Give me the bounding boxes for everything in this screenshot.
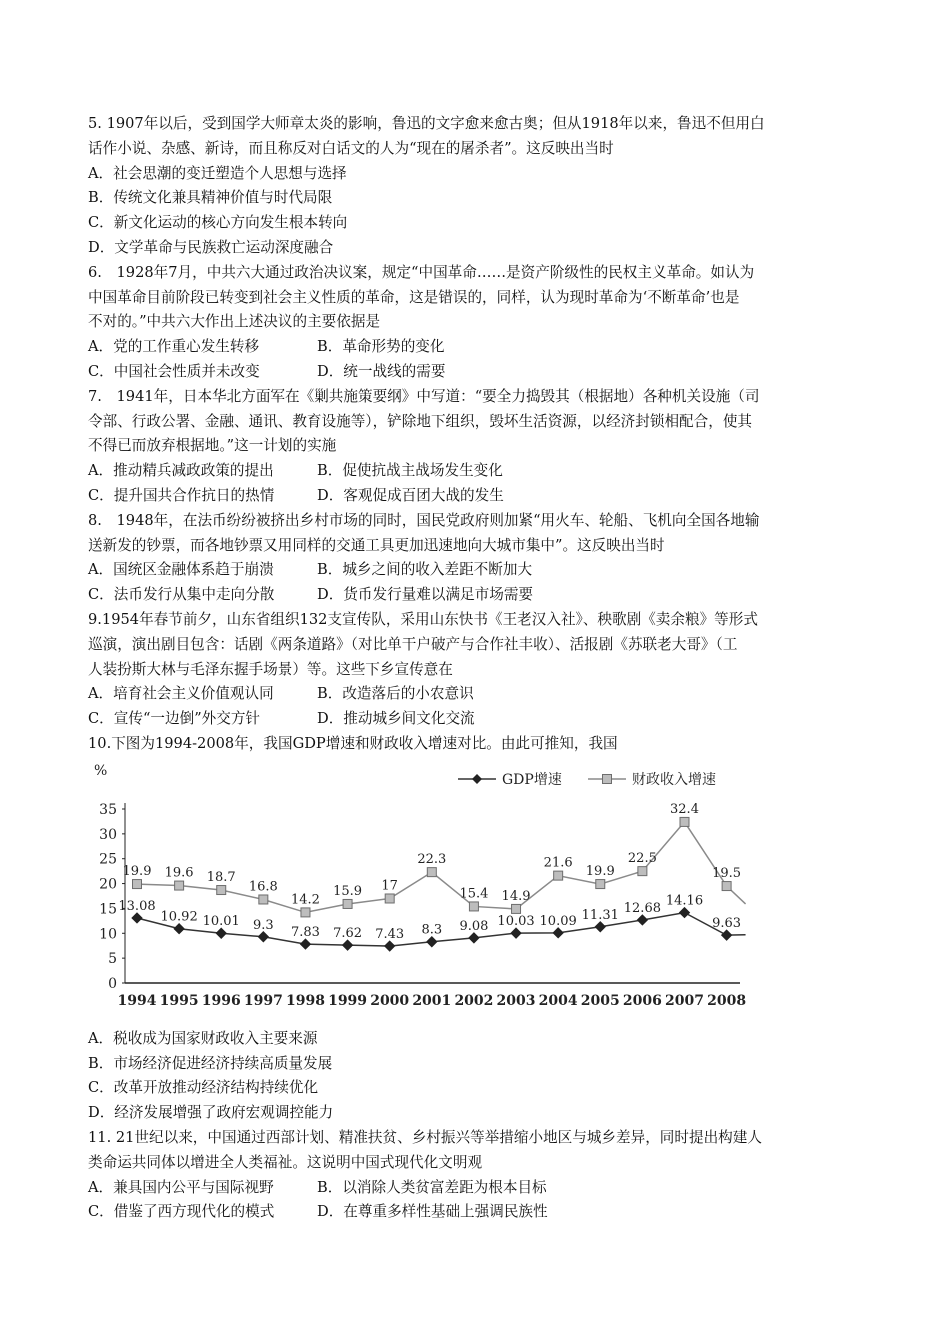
x-tick-label: 1997 [243,992,283,1009]
question-stem-line: 巡演，演出剧目包含：话剧《两条道路》（对比单干户破产与合作社丰收）、活报剧《苏联老大哥》（工 [88,635,738,653]
question-stem-line: 11. 21世纪以来，中国通过西部计划、精准扶贫、乡村振兴等举措缩小地区与城乡差异，同时提出构建人 [88,1128,762,1146]
option-a[interactable]: A．推动精兵减政政策的提出 [88,462,274,480]
gdp-data-label: 7.43 [375,926,405,942]
x-tick-label: 2004 [538,992,578,1009]
line-chart-svg [88,759,768,1027]
y-tick-label: 10 [99,926,117,943]
option-c[interactable]: C．改革开放推动经济结构持续优化 [88,1079,319,1097]
option-b[interactable]: B．革命形势的变化 [317,338,445,356]
option-c[interactable]: C．提升国共合作抗日的热情 [88,486,275,504]
x-tick-label: 2003 [496,992,536,1009]
option-row [88,459,858,484]
option-d[interactable]: D．货币发行量难以满足市场需要 [317,586,534,604]
question-stem-line: 不得已而放弃根据地。”这一计划的实施 [88,437,337,455]
legend-fiscal-marker [603,774,612,783]
fiscal-data-label: 19.9 [585,863,615,879]
fiscal-point [301,908,310,917]
gdp-data-label: 7.62 [333,925,363,941]
gdp-data-label: 14.16 [665,893,704,909]
question-8 [88,509,858,608]
question-stem-line: 中国革命目前阶段已转变到社会主义性质的革命，这是错误的，同样，认为现时革命为‘不断革命’也是 [88,288,740,306]
fiscal-point [596,879,605,888]
x-tick-label: 1994 [117,992,157,1009]
option-c[interactable]: C．借鉴了西方现代化的模式 [88,1203,275,1221]
gdp-data-label: 10.92 [160,909,198,925]
option-a[interactable]: A．党的工作重心发生转移 [88,338,260,356]
fiscal-data-label: 32.4 [670,801,699,817]
fiscal-data-label: 18.7 [206,869,236,885]
y-tick-label: 5 [108,950,117,967]
fiscal-data-label: 14.9 [501,888,531,904]
legend-fiscal-label: 财政收入增速 [632,771,716,788]
option-b[interactable]: B．城乡之间的收入差距不断加大 [317,561,533,579]
gdp-point [469,933,479,943]
gdp-data-label: 9.3 [253,917,274,933]
fiscal-point [175,881,184,890]
option-a[interactable]: A．兼具国内公平与国际视野 [88,1178,274,1196]
question-9 [88,608,858,732]
x-tick-label: 2000 [370,992,410,1009]
option-d[interactable]: D．文学革命与民族救亡运动深度融合 [88,238,334,256]
x-tick-label: 1995 [159,992,199,1009]
gdp-data-label: 9.08 [459,918,489,934]
gdp-data-label: 12.68 [623,900,661,916]
question-11 [88,1126,858,1225]
gdp-point [595,921,605,931]
gdp-fiscal-chart [88,759,768,1027]
gdp-data-label: 9.63 [712,915,742,931]
option-c[interactable]: C．中国社会性质并未改变 [88,362,260,380]
option-b[interactable]: B．传统文化兼具精神价值与时代局限 [88,189,333,207]
x-tick-label: 2007 [665,992,704,1009]
fiscal-point [427,867,436,876]
fiscal-point [217,885,226,894]
option-d[interactable]: D．经济发展增强了政府宏观调控能力 [88,1104,334,1122]
fiscal-point [722,881,731,890]
x-tick-label: 1998 [285,992,325,1009]
exam-page [88,112,858,1225]
fiscal-data-label: 19.9 [122,863,152,879]
y-tick-label: 20 [99,876,117,893]
gdp-data-label: 7.83 [290,924,320,940]
question-stem-line: 话作小说、杂感、新诗，而且称反对白话文的人为“现在的屠杀者”。这反映出当时 [88,139,614,157]
option-row [88,1176,858,1201]
question-5 [88,112,858,261]
gdp-point [637,915,647,925]
option-row [88,1200,858,1225]
fiscal-data-label: 19.5 [712,865,742,881]
fiscal-data-label: 15.9 [333,883,363,899]
x-tick-label: 2005 [580,992,620,1009]
x-tick-label: 2006 [622,992,662,1009]
y-tick-label: 35 [99,801,117,818]
x-tick-label: 2002 [454,992,494,1009]
x-tick-label: 2008 [707,992,747,1009]
option-d[interactable]: D．统一战线的需要 [317,362,446,380]
question-stem-line: 10.下图为1994-2008年，我国GDP增速和财政收入增速对比。由此可推知，我国 [88,734,618,752]
option-row [88,484,858,509]
fiscal-data-label: 22.5 [627,850,657,866]
option-b[interactable]: B．改造落后的小农意识 [317,685,474,703]
fiscal-data-label: 15.4 [459,886,489,902]
option-a[interactable]: A．培育社会主义价值观认同 [88,685,274,703]
fiscal-data-label: 21.6 [543,855,573,871]
x-tick-label: 1999 [328,992,368,1009]
option-a[interactable]: A．国统区金融体系趋于崩溃 [88,561,274,579]
fiscal-point [385,894,394,903]
gdp-point [343,940,353,950]
question-stem-line: 8. 1948年，在法币纷纷被挤出乡村市场的同时，国民党政府则加紧“用火车、轮船、飞机向全国各地输 [88,511,760,529]
gdp-point [511,928,521,938]
question-stem-line: 5. 1907年以后，受到国学大师章太炎的影响，鲁迅的文字愈来愈古奥；但从1918年以来，鲁迅不但用白 [88,115,765,132]
gdp-data-label: 13.08 [118,898,156,914]
gdp-data-label: 11.31 [581,907,619,923]
question-stem-line: 9.1954年春节前夕，山东省组织132支宣传队，采用山东快书《王老汉入社》、秧歌剧《卖余粮》等形式 [88,610,758,628]
option-d[interactable]: D．在尊重多样性基础上强调民族性 [317,1203,548,1221]
option-row [88,558,858,583]
gdp-point [258,931,268,941]
option-row [88,583,858,608]
fiscal-point [469,902,478,911]
option-a[interactable]: A．税收成为国家财政收入主要来源 [88,1029,318,1047]
gdp-point [300,939,310,949]
y-tick-label: 15 [99,901,117,918]
question-stem-line: 不对的。”中共六大作出上述决议的主要依据是 [88,313,381,331]
question-stem-line: 7. 1941年，日本华北方面军在《剿共施策要纲》中写道：“要全力捣毁其（根据地）各种机关设施（司 [88,387,760,405]
fiscal-data-label: 22.3 [417,851,447,867]
option-c[interactable]: C．新文化运动的核心方向发生根本转向 [88,214,348,232]
gdp-point [216,928,226,938]
option-c[interactable]: C．法币发行从集中走向分散 [88,586,275,604]
option-row [88,360,858,385]
option-b[interactable]: B．以消除人类贫富差距为根本目标 [317,1178,547,1196]
gdp-point [385,941,395,951]
fiscal-point [259,895,268,904]
fiscal-point [680,817,689,826]
gdp-point [427,936,437,946]
gdp-data-label: 10.09 [539,913,577,929]
fiscal-data-label: 14.2 [290,892,320,908]
option-b[interactable]: B．促使抗战主战场发生变化 [317,462,503,480]
gdp-point [722,930,732,940]
gdp-data-label: 10.03 [497,913,535,929]
fiscal-point [638,866,647,875]
legend-gdp-marker [472,774,482,784]
gdp-point [679,907,689,917]
question-stem-line: 送新发的钞票，而各地钞票又用同样的交通工具更加迅速地向大城市集中”。这反映出当时 [88,536,665,554]
option-row [88,707,858,732]
gdp-data-label: 10.01 [202,913,240,929]
y-tick-label: 30 [99,826,117,843]
question-stem-line: 令部、行政公署、金融、通讯、教育设施等），铲除地下组织，毁坏生活资源，以经济封锁相配合，使其 [88,412,753,430]
option-row [88,335,858,360]
question-6 [88,261,858,385]
question-stem-line: 类命运共同体以增进全人类福祉。这说明中国式现代化文明观 [88,1153,483,1171]
fiscal-point [512,904,521,913]
fiscal-series-line [137,822,746,912]
option-d[interactable]: D．推动城乡间文化交流 [317,710,475,728]
gdp-data-label: 8.3 [421,922,443,938]
x-tick-label: 2001 [412,992,452,1009]
question-stem-line: 人装扮斯大林与毛泽东握手场景）等。这些下乡宣传意在 [88,660,453,678]
y-axis-label: % [94,762,108,779]
y-tick-label: 25 [99,851,117,868]
gdp-point [132,913,142,923]
question-stem-line: 6. 1928年7月，中共六大通过政治决议案，规定“中国革命……是资产阶级性的民权主义革命。如认为 [88,263,755,281]
option-c[interactable]: C．宣传“一边倒”外交方针 [88,710,261,728]
x-tick-label: 1996 [201,992,241,1009]
gdp-point [553,928,563,938]
option-d[interactable]: D．客观促成百团大战的发生 [317,486,504,504]
option-row [88,682,858,707]
fiscal-point [133,879,142,888]
question-10 [88,732,858,1126]
option-a[interactable]: A．社会思潮的变迁塑造个人思想与选择 [88,164,347,182]
fiscal-data-label: 19.6 [164,865,194,881]
fiscal-point [554,871,563,880]
y-tick-label: 0 [108,975,117,992]
fiscal-data-label: 17 [381,878,398,894]
gdp-point [174,923,184,933]
fiscal-point [343,899,352,908]
question-7 [88,385,858,509]
option-b[interactable]: B．市场经济促进经济持续高质量发展 [88,1054,333,1072]
legend-gdp-label: GDP增速 [502,771,562,788]
fiscal-data-label: 16.8 [248,879,278,895]
